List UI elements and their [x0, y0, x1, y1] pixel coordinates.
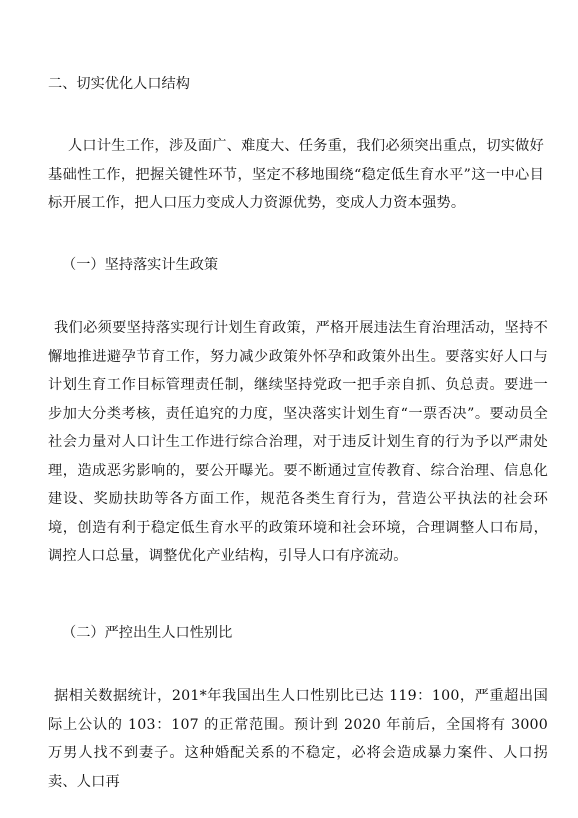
paragraph-2: 我们必须要坚持落实现行计划生育政策，严格开展违法生育治理活动，坚持不懈地推进避孕节育工作，努力减少政策外怀孕和政策外出生。要落实好人口与计划生育工作目标管理责任制，继续坚持党政一把手亲自抓、负总责。要进一步加大分类考核，责任追究的力度，坚决落实计划生育“一票否决”。要动员全社会力量对人口计生工作进行综合治理，对于违反计划生育的行为予以严肃处理，造成恶劣影响的，要公开曝光。要不断通过宣传教育、综合治理、信息化建设、奖励扶助等各方面工作，规范各类生育行为，营造公平执法的社会环境，创造有利于稳定低生育水平的政策环境和社会环境，合理调整人口布局，调控人口总量，调整优化产业结构，引导人口有序流动。: [48, 320, 548, 564]
paragraph-3: 据相关数据统计，201*年我国出生人口性别比已达 119：100，严重超出国际上公认的 103：107 的正常范围。预计到 2020 年前后，全国将有 3000 万男人找不到妻子。这种婚配关系的不稳定，必将会造成暴力案件、人口拐卖、人口再: [48, 688, 548, 790]
subheading-1: （一）坚持落实计生政策: [62, 257, 219, 273]
section-heading: 二、切实优化人口结构: [48, 76, 190, 92]
subheading-2: （二）严控出生人口性别比: [62, 625, 233, 641]
paragraph-1: 人口计生工作，涉及面广、难度大、任务重，我们必须突出重点，切实做好基础性工作，把握关键性环节，坚定不移地围绕“稳定低生育水平”这一中心目标开展工作，把人口压力变成人力资源优势，变成人力资本强势。: [48, 138, 544, 211]
